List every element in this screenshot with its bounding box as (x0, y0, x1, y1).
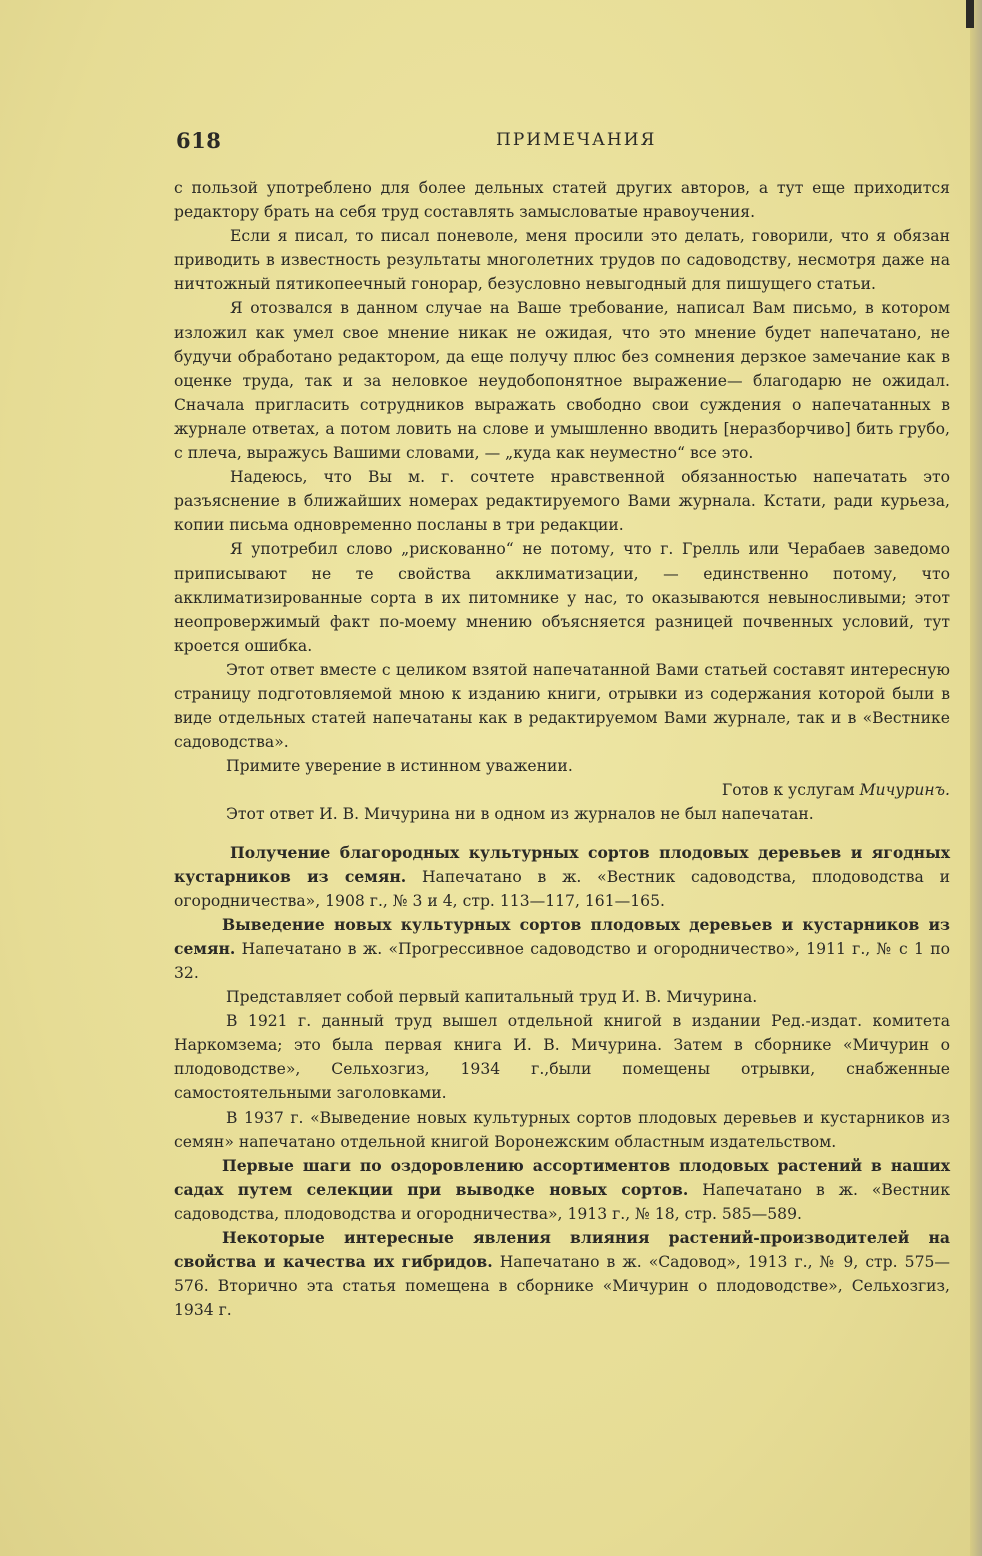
entry-text: Напечатано в ж. «Прогрессивное садоводство и огородничество», 1911 г., № с 1 по 32. (174, 939, 950, 982)
page-number: 618 (176, 128, 222, 153)
signoff-name: Мичуринъ. (859, 781, 950, 800)
entry-title: Получение благородных культурных сортов плодовых деревьев и ягодных кустарников из семян. (174, 842, 950, 886)
entry (174, 913, 950, 985)
letter-signoff (174, 778, 950, 802)
entry (174, 1154, 950, 1226)
entry-note: Представляет собой первый капитальный труд И. В. Мичурина. (226, 988, 758, 1007)
corner-mark (966, 0, 974, 28)
entry-title: Первые шаги по оздоровлению ассортиментов плодовых растений в наших садах путем селекции при выводке новых сортов. (174, 1155, 950, 1199)
page-body (174, 176, 950, 1322)
entry (174, 841, 950, 913)
letter-paragraph: Если я писал, то писал поневоле, меня просили это делать, говорили, что я обязан приводить в известность результаты многолетних трудов по садоводству, несмотря даже на ничтожный пятикопеечный гонорар, безусловно невыгодный для пишущего статьи. (174, 227, 950, 294)
letter-paragraph: Я отозвался в данном случае на Ваше требование, написал Вам письмо, в котором изложил как умел свое мнение никак не ожидая, что это мнение будет напечатано, не будучи обработано редактором, да еще получу плюс без сомнения дерзкое замечание как в оценке труда, так и за неловкое неудобопонятное выражение— благодарю не ожидал. Сначала пригласить сотрудников выражать свободно свои суждения о напечатанных в журнале ответах, а потом ловить на слове и умышленно вводить [неразборчиво] бить грубо, с плеча, выражусь Вашими словами, — „куда как неуместно“ все это. (174, 299, 950, 463)
entry (174, 1226, 950, 1322)
entry-note: В 1937 г. «Выведение новых культурных сортов плодовых деревьев и кустарников из семян» напечатано отдельной книгой Воронежским областным издательством. (174, 1108, 950, 1151)
letter-paragraph: Надеюсь, что Вы м. г. сочтете нравственной обязанностью напечатать это разъяснение в ближайших номерах редактируемого Вами журнала. Кстати, ради курьеза, копии письма одновременно посланы в три редакции. (174, 468, 950, 535)
letter-paragraph: Я употребил слово „рискованно“ не потому, что г. Грелль или Черабаев заведомо приписывают не те свойства акклиматизации, — единственно потому, что акклиматизированные сорта в их питомнике у нас, то оказываются невыносливыми; этот неопровержимый факт по-моему мнению объясняется разницей почвенных условий, тут кроется ошибка. (174, 540, 950, 655)
letter-paragraph: с пользой употреблено для более дельных статей других авторов, а тут еще приходится редактору брать на себя труд составлять замысловатые нравоучения. (174, 179, 950, 222)
page-header (176, 128, 950, 158)
entry-text: Напечатано в ж. «Садовод», 1913 г., № 9, стр. 575—576. Вторично эта статья помещена в сборнике «Мичурин о плодоводстве», Сельхозгиз, 1934 г. (174, 1253, 951, 1320)
entry-note: В 1921 г. данный труд вышел отдельной книгой в издании Ред.-издат. комитета Наркомзема; это была первая книга И. В. Мичурина. Затем в сборнике «Мичурин о плодоводстве», Сельхозгиз, 1934 г.,были помещены отрывки, снабженные самостоятельными заголовками. (174, 1012, 950, 1103)
editor-note: Этот ответ И. В. Мичурина ни в одном из журналов не был напечатан. (226, 805, 814, 824)
entry-title: Некоторые интересные явления влияния растений-производителей на свойства и качества их гибридов. (174, 1228, 950, 1272)
letter-paragraph: Этот ответ вместе с целиком взятой напечатанной Вами статьей составят интересную страницу подготовляемой мною к изданию книги, отрывки из содержания которой были в виде отдельных статей напечатаны как в редактируемом Вами журнале, так и в «Вестнике садоводства». (174, 660, 950, 752)
entry-text: Напечатано в ж. «Вестник садоводства, плодоводства и огородничества», 1913 г., № 18, стр. 585—589. (174, 1180, 950, 1223)
signoff-text: Готов к услугам (721, 781, 860, 800)
entry-title: Выведение новых культурных сортов плодовых деревьев и кустарников из семян. (174, 914, 950, 958)
running-title: ПРИМЕЧАНИЯ (496, 130, 657, 150)
letter-closing: Примите уверение в истинном уважении. (226, 757, 573, 776)
entry-text: Напечатано в ж. «Вестник садоводства, плодоводства и огородничества», 1908 г., № 3 и 4, стр. 113—117, 161—165. (174, 867, 951, 910)
page-edge (970, 0, 982, 1556)
spacer (174, 827, 950, 841)
